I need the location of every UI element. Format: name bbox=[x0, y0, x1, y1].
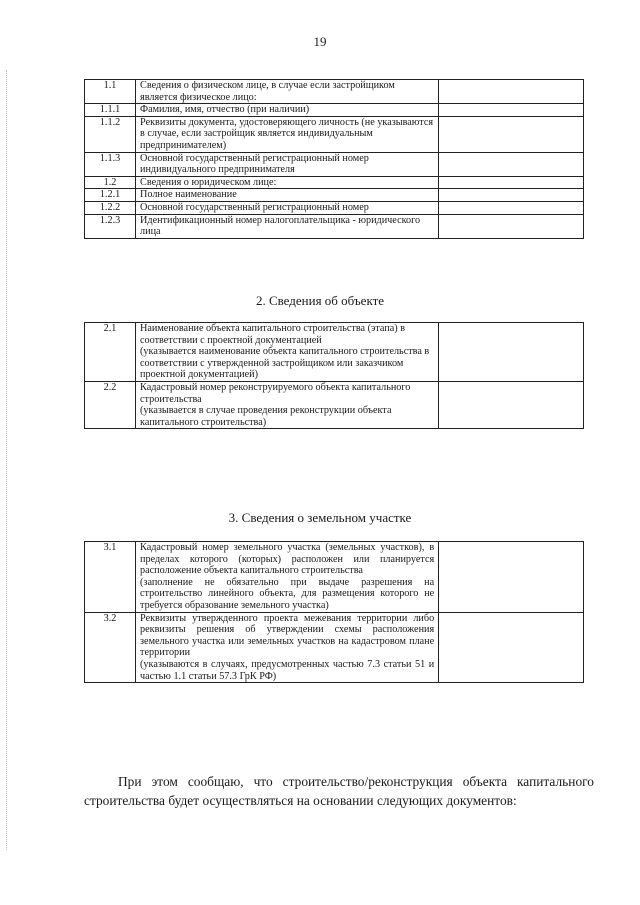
row-value-cell[interactable] bbox=[439, 612, 584, 683]
row-value-cell[interactable] bbox=[439, 80, 584, 104]
row-description-text: Наименование объекта капитального строительства (этапа) в соответствии с проектной документацией bbox=[140, 323, 406, 346]
row-description-text: Кадастровый номер реконструируемого объекта капитального строительства bbox=[140, 381, 411, 405]
row-description-note: (заполнение не обязательно при выдаче разрешения на строительство линейного объекта, для размещения которого не требуется образование земельного участка) bbox=[140, 576, 435, 611]
row-number: 1.2.2 bbox=[85, 201, 136, 214]
section-2-title: 2. Сведения об объекте bbox=[255, 293, 385, 308]
row-number: 1.1 bbox=[85, 80, 136, 104]
page-number: 19 bbox=[313, 34, 327, 49]
table-row bbox=[85, 201, 584, 214]
row-description bbox=[136, 542, 439, 613]
row-description bbox=[136, 323, 439, 382]
row-description: Основной государственный регистрационный номер индивидуального предпринимателя bbox=[136, 152, 439, 176]
row-description: Сведения о юридическом лице: bbox=[136, 176, 439, 189]
row-description: Основной государственный регистрационный номер bbox=[136, 201, 439, 214]
row-number: 1.2.3 bbox=[85, 214, 136, 238]
table-row bbox=[85, 381, 584, 428]
row-number: 1.2.1 bbox=[85, 189, 136, 202]
table-row bbox=[85, 116, 584, 152]
row-number: 1.1.1 bbox=[85, 104, 136, 117]
row-value-cell[interactable] bbox=[439, 201, 584, 214]
closing-paragraph bbox=[84, 772, 594, 810]
row-number: 1.1.2 bbox=[85, 116, 136, 152]
closing-text: При этом сообщаю, что строительство/реконструкция объекта капитального строительства будет осуществляться на основании следующих документов: bbox=[84, 774, 594, 808]
section-3-title: 3. Сведения о земельном участке bbox=[228, 510, 412, 525]
row-description: Идентификационный номер налогоплательщика - юридического лица bbox=[136, 214, 439, 238]
row-value-cell[interactable] bbox=[439, 214, 584, 238]
applicant-info-table bbox=[84, 79, 584, 239]
row-value-cell[interactable] bbox=[439, 104, 584, 117]
row-number: 3.2 bbox=[85, 612, 136, 683]
table-row bbox=[85, 189, 584, 202]
row-description: Реквизиты документа, удостоверяющего личность (не указываются в случае, если застройщик является индивидуальным предпринимателем) bbox=[136, 116, 439, 152]
row-description-note: (указываются в случаях, предусмотренных частью 7.3 статьи 51 и частью 1.1 статьи 57.3 ГрК РФ) bbox=[140, 658, 435, 682]
table-row bbox=[85, 214, 584, 238]
table-row bbox=[85, 612, 584, 683]
row-value-cell[interactable] bbox=[439, 116, 584, 152]
row-description: Сведения о физическом лице, в случае если застройщиком является физическое лицо: bbox=[136, 80, 439, 104]
row-value-cell[interactable] bbox=[439, 176, 584, 189]
row-description-text: Кадастровый номер земельного участка (земельных участков), в пределах которого (которых) расположен или планируется расположение объекта капитального строительства bbox=[140, 542, 435, 577]
row-number: 2.2 bbox=[85, 381, 136, 428]
row-number: 3.1 bbox=[85, 542, 136, 613]
table-row bbox=[85, 542, 584, 613]
row-description bbox=[136, 381, 439, 428]
row-description bbox=[136, 612, 439, 683]
table-row bbox=[85, 323, 584, 382]
row-description-text: Реквизиты утвержденного проекта межевания территории либо реквизиты решения об утверждении схемы расположения земельного участка или земельных участков на кадастровом плане территории bbox=[140, 612, 435, 659]
table-row bbox=[85, 80, 584, 104]
row-value-cell[interactable] bbox=[439, 323, 584, 382]
row-number: 1.1.3 bbox=[85, 152, 136, 176]
row-description-note: (указывается наименование объекта капитального строительства в соответствии с утвержденной застройщиком или заказчиком проектной документацией) bbox=[140, 346, 430, 381]
row-value-cell[interactable] bbox=[439, 381, 584, 428]
table-row bbox=[85, 152, 584, 176]
row-number: 2.1 bbox=[85, 323, 136, 382]
land-plot-table bbox=[84, 541, 584, 683]
scan-edge-marks bbox=[6, 70, 8, 850]
row-description: Фамилия, имя, отчество (при наличии) bbox=[136, 104, 439, 117]
row-value-cell[interactable] bbox=[439, 152, 584, 176]
table-row bbox=[85, 176, 584, 189]
row-description: Полное наименование bbox=[136, 189, 439, 202]
row-value-cell[interactable] bbox=[439, 189, 584, 202]
object-info-table bbox=[84, 322, 584, 429]
table-row bbox=[85, 104, 584, 117]
row-value-cell[interactable] bbox=[439, 542, 584, 613]
row-number: 1.2 bbox=[85, 176, 136, 189]
row-description-note: (указывается в случае проведения реконструкции объекта капитального строительства) bbox=[140, 405, 392, 428]
